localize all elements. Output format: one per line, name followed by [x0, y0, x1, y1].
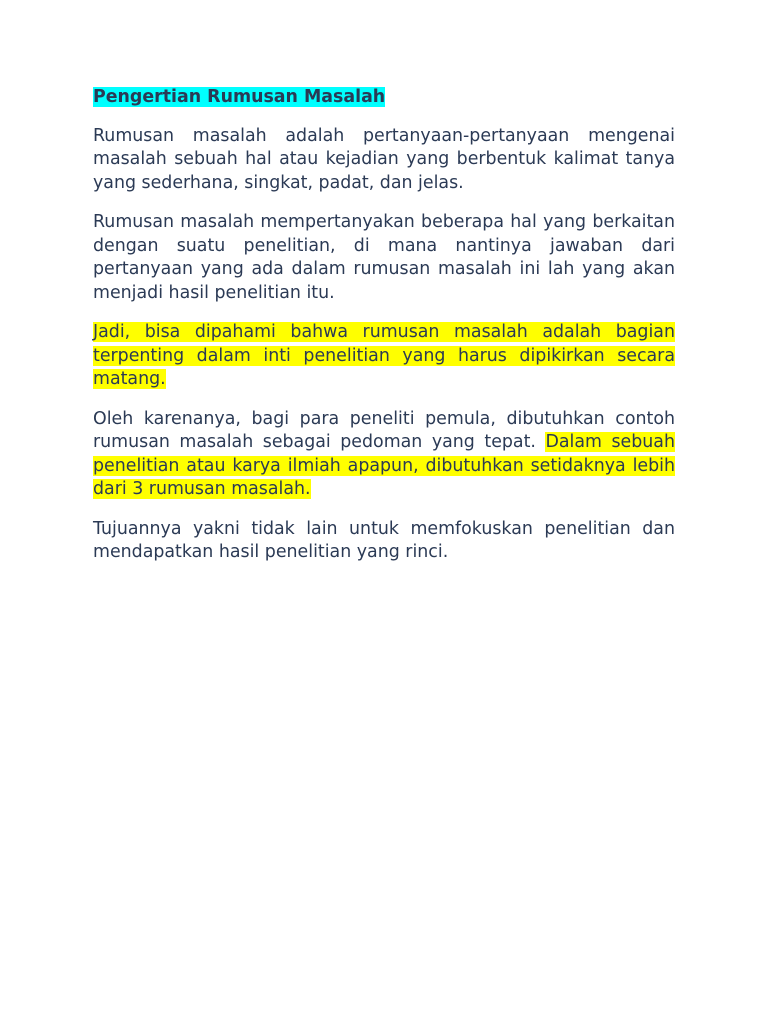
document-title-text: Pengertian Rumusan Masalah [93, 87, 386, 107]
paragraph-3-highlighted-text: Jadi, bisa dipahami bahwa rumusan masalah adalah bagian terpenting dalam inti penelitian yang harus dipikirkan secara matang. [93, 322, 675, 389]
paragraph-3 [93, 321, 675, 392]
paragraph-4-text: Oleh karenanya, bagi para peneliti pemula, dibutuhkan contoh rumusan masalah sebagai pedoman yang tepat. [93, 408, 675, 452]
paragraph-5 [93, 518, 675, 565]
document-title [93, 86, 675, 110]
document-body [93, 86, 675, 581]
paragraph-2-text: Rumusan masalah mempertanyakan beberapa hal yang berkaitan dengan suatu penelitian, di mana nantinya jawaban dari pertanyaan yang ada dalam rumusan masalah ini lah yang akan menjadi hasil penelitian itu. [93, 212, 675, 303]
paragraph-4 [93, 408, 675, 502]
paragraph-1 [93, 125, 675, 196]
paragraph-1-text: Rumusan masalah adalah pertanyaan-pertanyaan mengenai masalah sebuah hal atau kejadian yang berbentuk kalimat tanya yang sederhana, singkat, padat, dan jelas. [93, 125, 675, 193]
paragraph-5-text: Tujuannya yakni tidak lain untuk memfokuskan penelitian dan mendapatkan hasil penelitian yang rinci. [93, 518, 675, 562]
paragraph-4-highlighted-text: Dalam sebuah penelitian atau karya ilmiah apapun, dibutuhkan setidaknya lebih dari 3 rumusan masalah. [93, 432, 675, 499]
paragraph-2 [93, 211, 675, 305]
